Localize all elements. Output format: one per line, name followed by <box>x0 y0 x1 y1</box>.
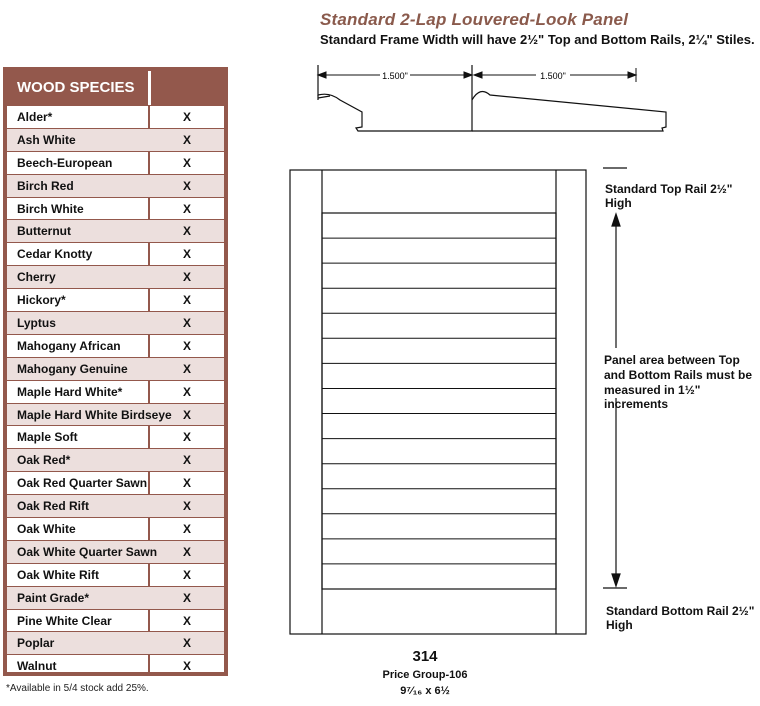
top-rail-note: Standard Top Rail 2½" High <box>605 182 733 210</box>
species-name: Maple Hard White Birdseye <box>17 407 172 422</box>
availability-mark: X <box>182 453 191 468</box>
availability-mark: X <box>182 132 191 147</box>
louver-lines <box>322 238 556 564</box>
panel-area-note-line-2: and Bottom Rails must be <box>604 368 753 382</box>
availability-mark: X <box>182 110 191 124</box>
availability-mark: X <box>182 224 191 239</box>
footnote: *Available in 5/4 stock add 25%. <box>6 683 149 694</box>
panel-title: Standard 2-Lap Louvered-Look Panel <box>320 10 629 29</box>
availability-mark: X <box>182 155 191 170</box>
availability-mark: X <box>182 613 191 628</box>
species-name: Oak Red Quarter Sawn <box>17 476 148 491</box>
availability-mark: X <box>182 293 191 308</box>
species-name: Oak Red Rift <box>17 499 90 514</box>
availability-mark: X <box>182 636 191 651</box>
species-name: Butternut <box>17 224 71 239</box>
species-name: Oak White Rift <box>17 567 100 582</box>
availability-mark: X <box>182 247 191 262</box>
availability-mark: X <box>182 567 191 582</box>
panel-subtitle: Standard Frame Width will have 2½" Top and Bottom Rails, 2¼" Stiles. <box>320 32 755 47</box>
bottom-rail-note: Standard Bottom Rail 2½" High <box>606 604 755 632</box>
species-name: Lyptus <box>17 316 56 331</box>
availability-mark: X <box>182 270 191 285</box>
species-name: Alder* <box>17 110 53 124</box>
species-name: Pine White Clear <box>17 613 112 628</box>
availability-mark: X <box>182 544 191 559</box>
species-name: Walnut <box>17 659 57 674</box>
availability-mark: X <box>182 499 191 514</box>
availability-mark: X <box>182 590 191 605</box>
species-name: Mahogany Genuine <box>17 361 128 376</box>
availability-mark: X <box>182 522 191 537</box>
availability-mark: X <box>182 316 191 331</box>
species-name: Mahogany African <box>17 338 121 353</box>
species-name: Birch White <box>17 201 84 216</box>
availability-mark: X <box>182 201 191 216</box>
species-name: Hickory* <box>17 293 66 308</box>
availability-mark: X <box>182 384 191 399</box>
availability-mark: X <box>182 338 191 353</box>
species-name: Maple Hard White* <box>17 384 123 399</box>
species-name: Oak Red* <box>17 453 71 468</box>
species-name: Beech-European <box>17 155 113 170</box>
dimension-label-right: 1.500" <box>540 71 566 81</box>
table-header-label: WOOD SPECIES <box>17 79 135 96</box>
availability-mark: X <box>182 178 191 193</box>
panel-dimensions: 9⁷⁄₁₆ x 6½ <box>400 685 450 697</box>
availability-mark: X <box>182 430 191 445</box>
species-name: Birch Red <box>17 178 74 193</box>
availability-mark: X <box>182 476 191 491</box>
species-name: Oak White <box>17 522 76 537</box>
availability-mark: X <box>182 361 191 376</box>
panel-area-note-line-1: Panel area between Top <box>604 353 740 367</box>
panel-area-note-line-3: measured in 1½" increments <box>604 383 701 411</box>
availability-mark: X <box>182 407 191 422</box>
dimension-label-left: 1.500" <box>382 71 408 81</box>
price-group: Price Group-106 <box>382 669 468 681</box>
product-code: 314 <box>412 648 438 665</box>
species-name: Poplar <box>17 636 55 651</box>
species-name: Paint Grade* <box>17 590 90 605</box>
availability-mark: X <box>182 659 191 674</box>
species-name: Maple Soft <box>17 430 78 445</box>
species-name: Oak White Quarter Sawn <box>17 544 158 559</box>
species-name: Cedar Knotty <box>17 247 93 262</box>
species-name: Ash White <box>17 132 76 147</box>
species-name: Cherry <box>17 270 56 285</box>
